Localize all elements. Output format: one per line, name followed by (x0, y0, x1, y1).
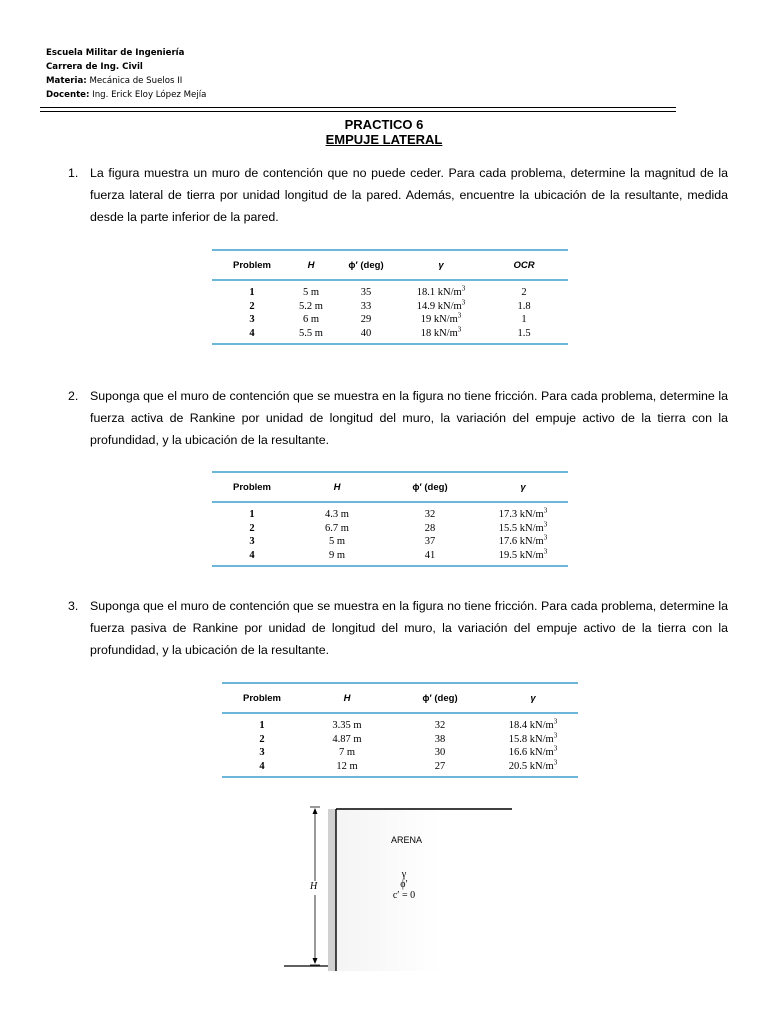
soil-label: ARENA (391, 835, 423, 845)
unit-exponent: 3 (553, 717, 558, 726)
table-header-row (212, 250, 568, 280)
table-cell: 6 m (302, 314, 320, 325)
cell-value: 15.5 kN/m (498, 522, 544, 534)
retaining-wall-figure (280, 805, 520, 975)
unit-exponent: 3 (553, 731, 558, 739)
table-cell (478, 535, 568, 549)
table-row (222, 713, 578, 733)
table-cell: 1 (259, 720, 265, 731)
table-cell: 2 (249, 522, 255, 534)
cell-value: 16.6 kN/m (508, 747, 554, 758)
unit-exponent: 3 (461, 298, 466, 306)
col-header-gamma: γ (438, 259, 444, 271)
table-cell: 40 (330, 327, 402, 345)
col-header-phi: ϕ′ (deg) (412, 481, 448, 493)
table-problem-1 (212, 249, 568, 345)
table-cell: 1.5 (480, 327, 568, 345)
table-cell: 5.5 m (292, 327, 330, 345)
table-cell: 28 (424, 522, 436, 534)
practice-title: PRACTICO 6 (344, 117, 424, 132)
unit-exponent: 3 (461, 284, 466, 293)
header-label: Carrera de Ing. Civil (46, 62, 143, 72)
table-problem-3 (222, 682, 578, 778)
header-label: Escuela Militar de Ingeniería (46, 48, 185, 58)
question-number: 1. (68, 166, 79, 180)
table-cell (488, 760, 578, 778)
question-number: 2. (68, 389, 79, 403)
col-header-phi: ϕ′ (deg) (422, 692, 458, 704)
unit-exponent: 3 (543, 547, 548, 555)
question-text: Suponga que el muro de contención que se muestra en la figura no tiene fricción. Para cada problema, determine la fuerza pasiva de Rankine por unidad de longitud del muro, la variación del empuje activo de la tierra con la profundidad, y la ubicación de la resultante. (90, 599, 728, 657)
cell-value: 17.6 kN/m (498, 536, 544, 547)
unit-exponent: 3 (543, 506, 548, 515)
wall-shade (328, 809, 336, 971)
table-cell: 37 (424, 536, 436, 547)
cell-value: 19.5 kN/m (498, 549, 544, 561)
table-cell: 5 m (302, 287, 320, 298)
table-cell: 7 m (338, 747, 356, 758)
arrow-up-icon (313, 808, 318, 814)
table-cell (488, 746, 578, 760)
table-header-row (212, 472, 568, 502)
question-1 (68, 162, 728, 228)
symbol-gamma: γ (401, 869, 407, 880)
col-header-problem: Problem (242, 692, 281, 704)
table-cell: 9 m (292, 549, 382, 567)
table-row (222, 760, 578, 778)
cell-value: 15.8 kN/m (508, 733, 554, 745)
table-cell: 35 (360, 287, 372, 298)
table-cell (478, 522, 568, 536)
arrow-down-icon (313, 958, 318, 964)
table-row (212, 300, 568, 314)
table-cell: 1.8 (517, 300, 531, 312)
table-cell: 3.35 m (332, 720, 362, 731)
header-line-school (46, 46, 206, 60)
unit-exponent: 3 (543, 520, 548, 528)
table-cell: 33 (360, 300, 372, 312)
table-cell: 32 (434, 720, 446, 731)
table-row (212, 327, 568, 345)
table-cell: 1 (249, 287, 255, 298)
table-header-row (222, 683, 578, 713)
header-line-career (46, 60, 206, 74)
col-header-gamma: γ (520, 481, 526, 493)
table-cell: 3 (249, 314, 255, 325)
table-cell: 1 (521, 314, 527, 325)
header-line-teacher (46, 88, 206, 102)
table-cell (488, 713, 578, 733)
table-problem-2 (212, 471, 568, 567)
table-cell: 27 (392, 760, 488, 778)
question-text: La figura muestra un muro de contención que no puede ceder. Para cada problema, determine la magnitud de la fuerza lateral de tierra por unidad longitud de la pared. Además, encuentre la ubicación de la resultante, medida desde la parte inferior de la pared. (90, 166, 728, 224)
table-cell: 4 (212, 549, 292, 567)
table-cell (478, 502, 568, 522)
practice-subtitle (0, 133, 768, 147)
header-value: Mecánica de Suelos II (86, 76, 183, 86)
subtitle-text: EMPUJE LATERAL (325, 132, 443, 147)
table-row (212, 535, 568, 549)
col-header-h: H (343, 692, 351, 704)
table-row (222, 746, 578, 760)
table-row (222, 733, 578, 747)
cell-value: 18.1 kN/m (416, 287, 462, 298)
table-cell (478, 549, 568, 567)
table-cell: 38 (434, 733, 446, 745)
table-cell: 41 (382, 549, 478, 567)
table-cell: 5 m (328, 536, 346, 547)
header-divider-bottom (40, 111, 676, 112)
col-header-problem: Problem (232, 481, 271, 493)
table-cell: 3 (259, 747, 265, 758)
table-cell (402, 327, 480, 345)
header-line-subject (46, 74, 206, 88)
cell-value: 19 kN/m (420, 314, 458, 325)
table-cell (402, 313, 480, 327)
table-cell: 4.87 m (332, 733, 362, 745)
table-cell: 2 (521, 287, 527, 298)
header-label: Materia: (46, 76, 87, 86)
table-row (212, 522, 568, 536)
header-divider-top (40, 107, 676, 108)
table-cell: 3 (249, 536, 255, 547)
height-label: H (310, 881, 318, 892)
question-text: Suponga que el muro de contención que se muestra en la figura no tiene fricción. Para cada problema, determine la fuerza activa de Rankine por unidad de longitud del muro, la variación del empuje activo de la tierra con la profundidad, y la ubicación de la resultante. (90, 389, 728, 447)
col-header-h: H (307, 259, 315, 271)
col-header-phi: ϕ′ (deg) (348, 259, 384, 271)
document-header (46, 46, 206, 102)
table-row (212, 502, 568, 522)
table-cell (402, 280, 480, 300)
unit-exponent: 3 (457, 311, 462, 320)
table-cell: 1 (249, 509, 255, 520)
table-cell: 12 m (302, 760, 392, 778)
header-label: Docente: (46, 90, 90, 100)
question-3 (68, 595, 728, 661)
table-cell: 29 (360, 314, 372, 325)
symbol-phi: ϕ′ (400, 879, 408, 890)
col-header-problem: Problem (232, 259, 271, 271)
cell-value: 14.9 kN/m (416, 300, 462, 312)
question-2 (68, 385, 728, 451)
col-header-h: H (333, 481, 341, 493)
unit-exponent: 3 (553, 744, 558, 753)
table-cell (488, 733, 578, 747)
unit-exponent: 3 (543, 533, 548, 542)
table-row (212, 313, 568, 327)
table-cell: 4 (222, 760, 302, 778)
table-cell: 4 (212, 327, 292, 345)
table-cell: 5.2 m (299, 300, 323, 312)
cell-value: 18 kN/m (420, 327, 458, 339)
table-cell: 2 (249, 300, 255, 312)
table-row (212, 280, 568, 300)
header-value: Ing. Erick Eloy López Mejía (89, 90, 207, 100)
symbol-cohesion: c′ = 0 (392, 890, 416, 901)
question-number: 3. (68, 599, 79, 613)
unit-exponent: 3 (553, 758, 558, 766)
table-cell (402, 300, 480, 314)
cell-value: 18.4 kN/m (508, 720, 554, 731)
unit-exponent: 3 (457, 325, 462, 333)
table-cell: 2 (259, 733, 265, 745)
cell-value: 20.5 kN/m (508, 760, 554, 772)
table-cell: 4.3 m (325, 509, 349, 520)
cell-value: 17.3 kN/m (498, 509, 544, 520)
col-header-gamma: γ (530, 692, 536, 704)
table-cell: 30 (434, 747, 446, 758)
col-header-ocr: OCR (513, 259, 535, 271)
table-cell: 32 (424, 509, 436, 520)
table-cell: 6.7 m (325, 522, 349, 534)
table-row (212, 549, 568, 567)
